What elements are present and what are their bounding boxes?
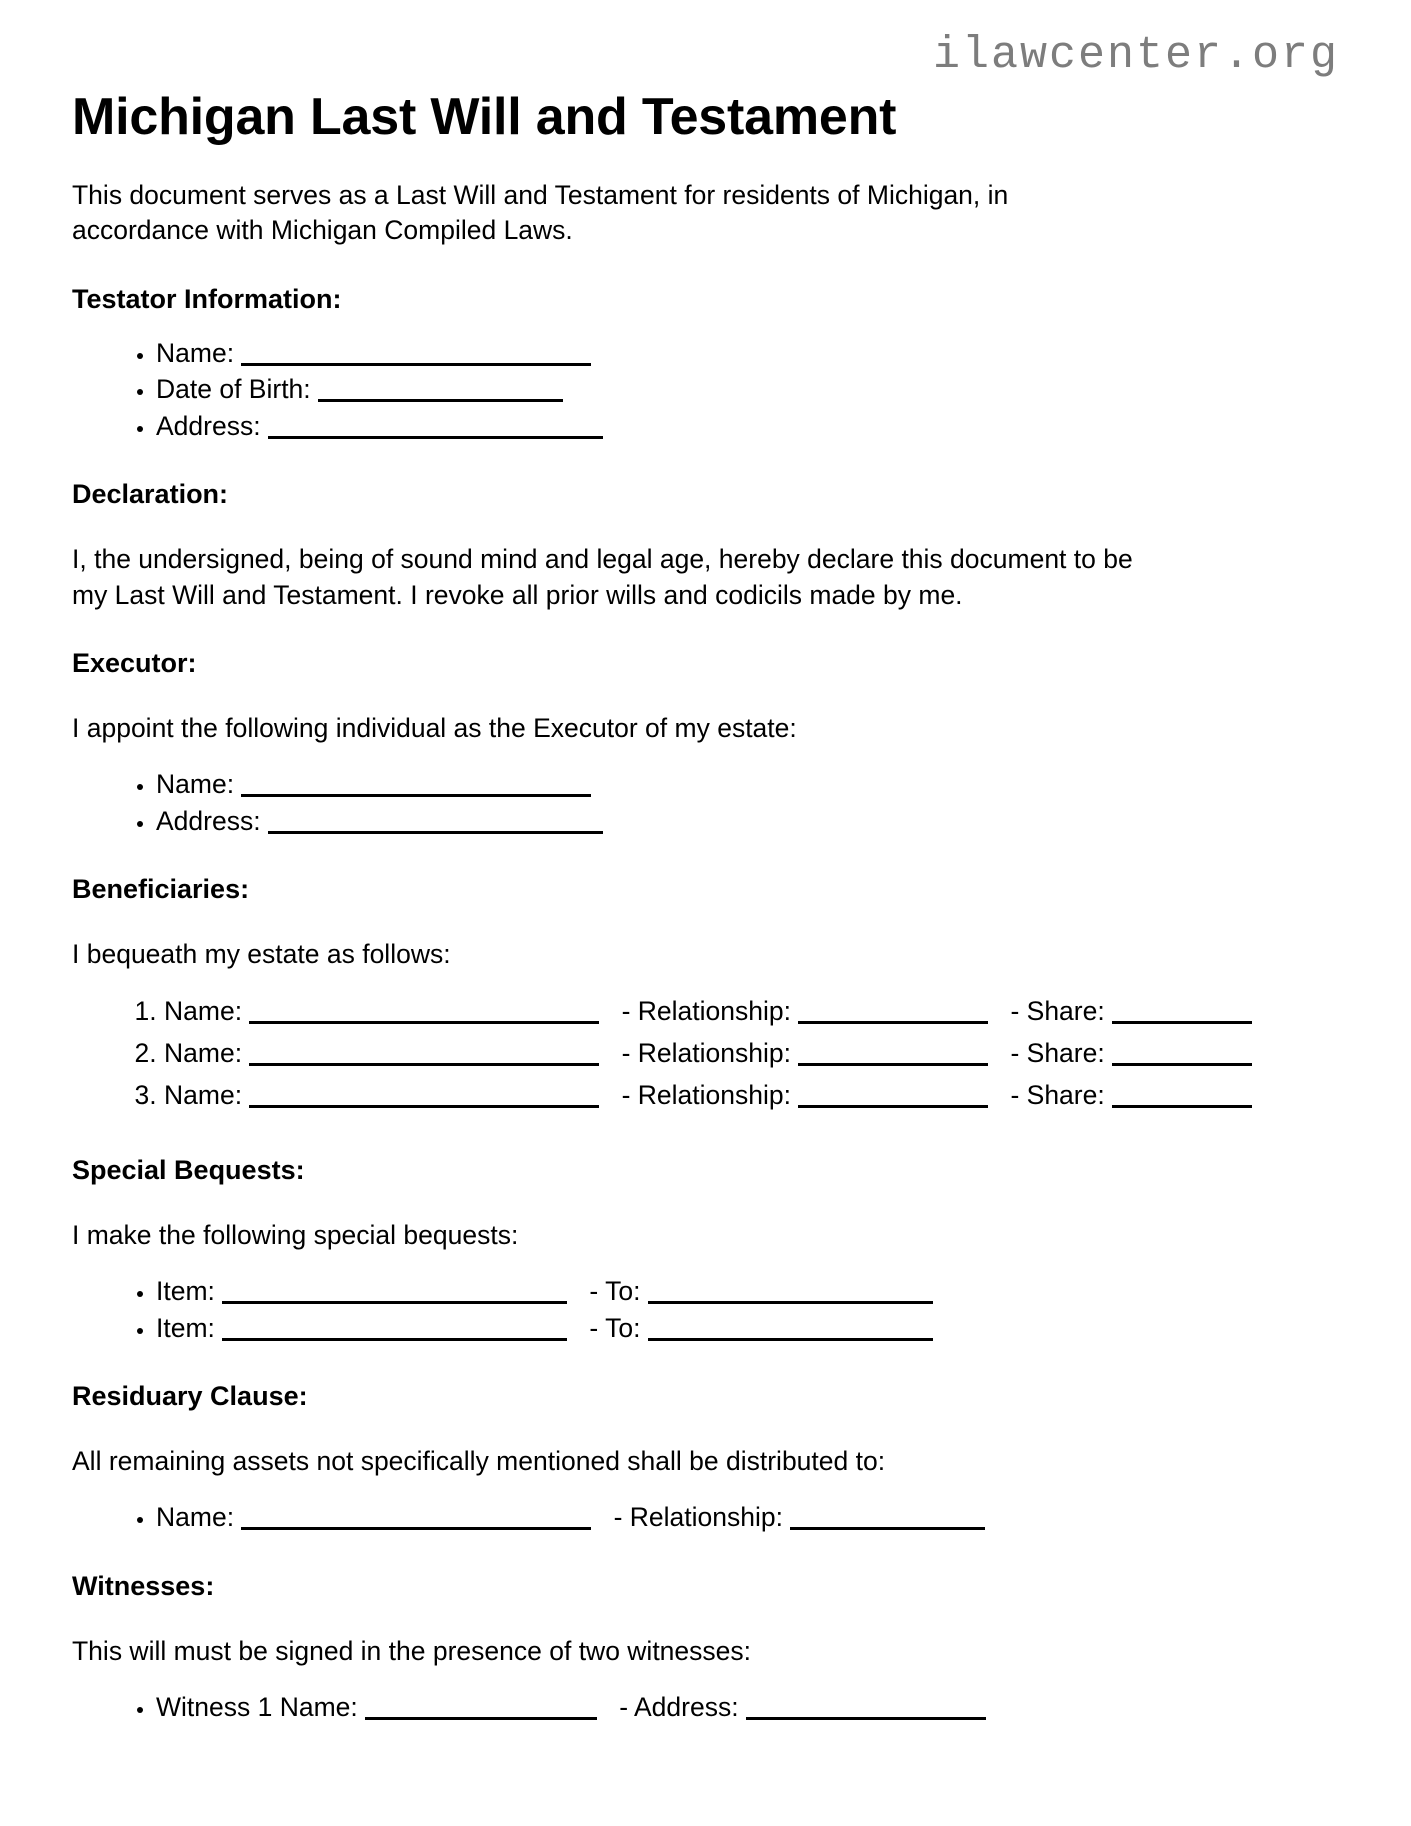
spacer [996, 1038, 1003, 1068]
blank-line-beneficiary-2-name[interactable] [249, 1063, 599, 1066]
special-bequests-list [72, 1253, 1339, 1346]
list-item [156, 803, 1339, 839]
field-label-beneficiary-3-relationship: - Relationship: [621, 1080, 791, 1111]
executor-paragraph: I appoint the following individual as the Executor of my estate: [72, 713, 797, 744]
field-label-beneficiary-3-share: - Share: [1010, 1080, 1105, 1111]
spacer [996, 1080, 1003, 1110]
field-label-beneficiary-1-relationship: - Relationship: [621, 995, 791, 1026]
section-heading-declaration: Declaration: [72, 478, 229, 509]
field-label-beneficiary-2-share: - Share: [1010, 1037, 1105, 1068]
site-watermark: ilawcenter.org [932, 30, 1339, 81]
field-label-beneficiary-1-name: Name: [164, 995, 243, 1026]
blank-line-beneficiary-1-name[interactable] [249, 1021, 599, 1024]
blank-line-residuary-name[interactable] [241, 1527, 591, 1530]
field-label-beneficiary-3-name: Name: [164, 1080, 243, 1111]
blank-line-testator-dob[interactable] [318, 399, 563, 402]
blank-line-beneficiary-2-share[interactable] [1112, 1063, 1252, 1066]
declaration-paragraph: I, the undersigned, being of sound mind and legal age, hereby declare this document to be my Last Will and Testament. I revoke all prior wills and codicils made by me. [72, 544, 1133, 610]
field-label-bequest-1-to: - To: [589, 1276, 641, 1307]
blank-line-testator-name[interactable] [241, 363, 591, 366]
section-heading-testator: Testator Information: [72, 283, 342, 314]
list-item [156, 766, 1339, 802]
spacer [605, 1692, 612, 1722]
beneficiaries-paragraph: I bequeath my estate as follows: [72, 939, 451, 970]
spacer [607, 996, 614, 1026]
field-label-beneficiary-1-share: - Share: [1010, 995, 1105, 1026]
field-label-executor-address: Address: [156, 805, 261, 836]
field-label-address: Address: [156, 410, 261, 441]
list-item [156, 371, 1339, 407]
field-label-beneficiary-2-name: Name: [164, 1037, 243, 1068]
blank-line-bequest-2-item[interactable] [222, 1338, 567, 1341]
field-label-residuary-relationship: - Relationship: [613, 1502, 783, 1533]
blank-line-beneficiary-3-name[interactable] [249, 1105, 599, 1108]
blank-line-executor-address[interactable] [268, 831, 603, 834]
list-item [156, 1499, 1339, 1535]
section-heading-special-bequests: Special Bequests: [72, 1154, 305, 1185]
field-label-date-of-birth: Date of Birth: [156, 374, 311, 405]
spacer [607, 1080, 614, 1110]
spacer [996, 996, 1003, 1026]
field-label-residuary-name: Name: [156, 1502, 235, 1533]
blank-line-beneficiary-1-share[interactable] [1112, 1021, 1252, 1024]
section-heading-witnesses: Witnesses: [72, 1570, 215, 1601]
table-row [164, 993, 1339, 1035]
table-row [164, 1077, 1339, 1119]
blank-line-beneficiary-1-relationship[interactable] [798, 1021, 988, 1024]
residuary-field-list [72, 1479, 1339, 1535]
witnesses-list [72, 1669, 1339, 1725]
blank-line-witness-1-address[interactable] [746, 1717, 986, 1720]
blank-line-executor-name[interactable] [241, 794, 591, 797]
spacer [575, 1313, 582, 1343]
blank-line-bequest-1-item[interactable] [222, 1301, 567, 1304]
list-item [156, 408, 1339, 444]
field-label-executor-name: Name: [156, 769, 235, 800]
page-title: Michigan Last Will and Testament [72, 88, 897, 146]
list-item [156, 1273, 1339, 1309]
section-heading-executor: Executor: [72, 647, 197, 678]
field-label-name: Name: [156, 338, 235, 369]
list-item [156, 335, 1339, 371]
table-row [164, 1035, 1339, 1077]
beneficiaries-list [72, 973, 1339, 1120]
list-item [156, 1689, 1339, 1725]
field-label-bequest-2-item: Item: [156, 1312, 215, 1343]
blank-line-beneficiary-2-relationship[interactable] [798, 1063, 988, 1066]
field-label-witness-1-address: - Address: [619, 1692, 739, 1723]
blank-line-bequest-1-to[interactable] [648, 1301, 933, 1304]
residuary-paragraph: All remaining assets not specifically mentioned shall be distributed to: [72, 1446, 886, 1477]
blank-line-bequest-2-to[interactable] [648, 1338, 933, 1341]
field-label-beneficiary-2-relationship: - Relationship: [621, 1037, 791, 1068]
section-heading-beneficiaries: Beneficiaries: [72, 874, 250, 905]
blank-line-beneficiary-3-relationship[interactable] [798, 1105, 988, 1108]
blank-line-witness-1-name[interactable] [365, 1717, 597, 1720]
testator-field-list [72, 315, 1339, 444]
special-bequests-paragraph: I make the following special bequests: [72, 1219, 519, 1250]
intro-paragraph: This document serves as a Last Will and Testament for residents of Michigan, in accordance with Michigan Compiled Laws. [72, 180, 1009, 246]
spacer [575, 1276, 582, 1306]
field-label-bequest-2-to: - To: [589, 1312, 641, 1343]
section-heading-residuary-clause: Residuary Clause: [72, 1380, 308, 1411]
field-label-bequest-1-item: Item: [156, 1276, 215, 1307]
witnesses-paragraph: This will must be signed in the presence of two witnesses: [72, 1636, 752, 1667]
spacer [599, 1502, 606, 1532]
list-item [156, 1310, 1339, 1346]
field-label-witness-1-name: Witness 1 Name: [156, 1692, 358, 1723]
blank-line-beneficiary-3-share[interactable] [1112, 1105, 1252, 1108]
blank-line-residuary-relationship[interactable] [790, 1527, 985, 1530]
spacer [607, 1038, 614, 1068]
executor-field-list [72, 746, 1339, 839]
blank-line-testator-address[interactable] [268, 436, 603, 439]
